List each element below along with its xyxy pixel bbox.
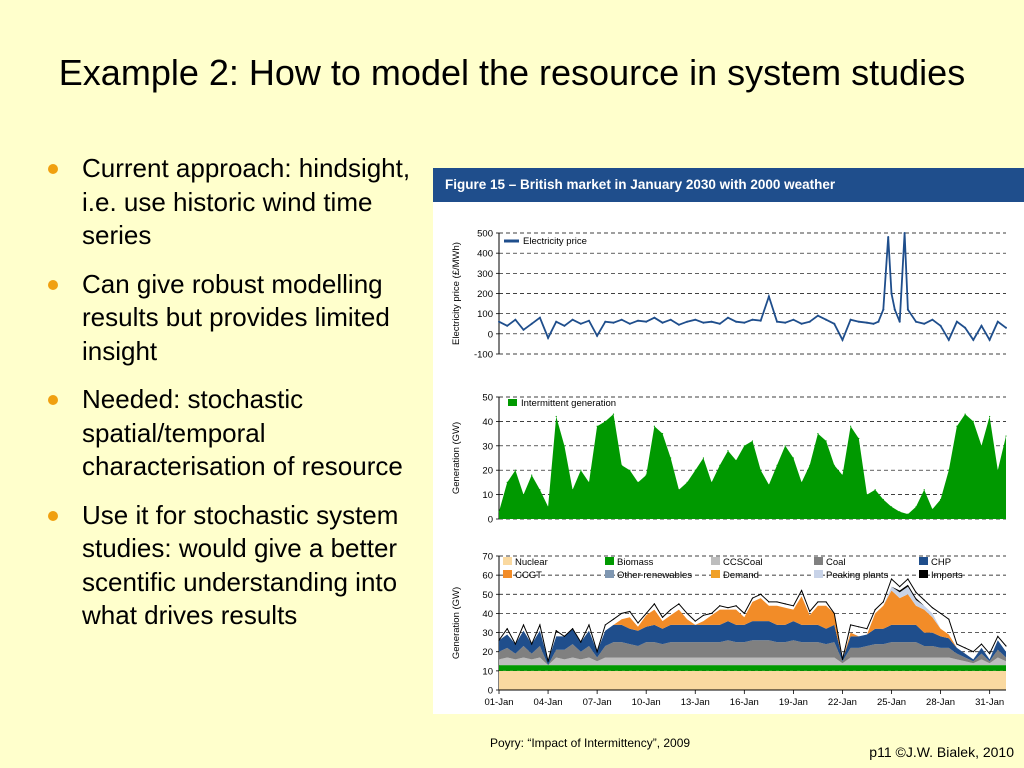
demand-point bbox=[564, 636, 565, 637]
intermittent-point bbox=[547, 506, 548, 507]
demand-point bbox=[547, 661, 548, 662]
demand-point bbox=[793, 605, 794, 606]
price-point bbox=[956, 321, 958, 323]
stack-area-biomass bbox=[499, 665, 1006, 671]
legend-label: Intermittent generation bbox=[521, 398, 617, 409]
intermittent-point bbox=[572, 489, 573, 490]
intermittent-point bbox=[948, 470, 949, 471]
demand-point bbox=[973, 651, 974, 652]
intermittent-point bbox=[866, 494, 867, 495]
y-tick-label: 10 bbox=[482, 490, 493, 502]
price-point bbox=[1005, 327, 1007, 329]
intermittent-point bbox=[776, 465, 777, 466]
intermittent-point bbox=[507, 482, 508, 483]
demand-point bbox=[760, 594, 761, 595]
price-plot bbox=[451, 229, 1007, 361]
legend-swatch bbox=[508, 399, 517, 406]
price-point bbox=[702, 322, 704, 324]
intermittent-point bbox=[670, 457, 671, 458]
legend-label: Imports bbox=[931, 570, 963, 581]
bullet-text: Current approach: hindsight, i.e. use historic wind time series bbox=[82, 153, 411, 250]
intermittent-point bbox=[515, 470, 516, 471]
x-tick-label: 22-Jan bbox=[827, 697, 857, 708]
demand-point bbox=[572, 628, 573, 629]
y-tick-label: 20 bbox=[482, 465, 493, 477]
intermittent-point bbox=[932, 509, 933, 510]
price-point bbox=[580, 323, 582, 325]
price-point bbox=[523, 329, 525, 331]
price-point bbox=[891, 293, 893, 295]
demand-point bbox=[891, 578, 892, 579]
bullet-text: Needed: stochastic spatial/temporal characterisation of resource bbox=[82, 384, 403, 481]
price-point bbox=[915, 321, 917, 323]
intermittent-point bbox=[597, 426, 598, 427]
intermittent-point bbox=[973, 421, 974, 422]
demand-point bbox=[531, 643, 532, 644]
price-point bbox=[882, 309, 884, 311]
demand-point bbox=[703, 615, 704, 616]
demand-point bbox=[776, 601, 777, 602]
intermittent-point bbox=[760, 470, 761, 471]
legend-label: Electricity price bbox=[523, 236, 587, 247]
legend-label: Coal bbox=[826, 557, 846, 568]
demand-point bbox=[662, 617, 663, 618]
legend-swatch bbox=[605, 557, 614, 565]
price-point bbox=[887, 236, 889, 238]
demand-point bbox=[744, 613, 745, 614]
price-point bbox=[972, 339, 974, 341]
y-tick-label: 40 bbox=[482, 608, 493, 620]
price-point bbox=[768, 296, 770, 298]
intermittent-point bbox=[1005, 435, 1006, 436]
demand-point bbox=[613, 619, 614, 620]
demand-point bbox=[515, 643, 516, 644]
intermittent-point bbox=[801, 482, 802, 483]
price-point bbox=[873, 323, 875, 325]
legend-swatch bbox=[711, 557, 720, 565]
price-point bbox=[792, 319, 794, 321]
x-tick-label: 16-Jan bbox=[729, 697, 759, 708]
demand-point bbox=[948, 619, 949, 620]
intermittent-point bbox=[883, 499, 884, 500]
intermittent-point bbox=[989, 416, 990, 417]
intermittent-point bbox=[646, 474, 647, 475]
bullet-dot-icon bbox=[48, 164, 58, 174]
intermittent-point bbox=[981, 445, 982, 446]
demand-point bbox=[719, 605, 720, 606]
y-tick-label: 0 bbox=[487, 514, 493, 526]
intermittent-point bbox=[695, 470, 696, 471]
price-point bbox=[637, 320, 639, 322]
demand-point bbox=[768, 601, 769, 602]
x-tick-label: 04-Jan bbox=[533, 697, 563, 708]
legend-label: CCGT bbox=[515, 570, 542, 581]
demand-point bbox=[670, 609, 671, 610]
demand-point bbox=[637, 622, 638, 623]
demand-point bbox=[539, 624, 540, 625]
slide-title: Example 2: How to model the resource in system studies bbox=[58, 52, 966, 93]
price-point bbox=[825, 319, 827, 321]
price-point bbox=[964, 327, 966, 329]
demand-point bbox=[965, 647, 966, 648]
demand-point bbox=[817, 601, 818, 602]
demand-point bbox=[981, 643, 982, 644]
y-tick-label: 0 bbox=[487, 685, 493, 697]
demand-point bbox=[940, 613, 941, 614]
intermittent-point bbox=[556, 416, 557, 417]
price-point bbox=[539, 317, 541, 319]
intermittent-point bbox=[588, 482, 589, 483]
x-tick-label: 28-Jan bbox=[926, 697, 956, 708]
demand-point bbox=[899, 586, 900, 587]
price-point bbox=[784, 322, 786, 324]
price-point bbox=[514, 319, 516, 321]
demand-point bbox=[834, 613, 835, 614]
intermittent-point bbox=[842, 474, 843, 475]
intermittent-area bbox=[499, 414, 1006, 519]
intermittent-point bbox=[654, 426, 655, 427]
intermittent-point bbox=[711, 482, 712, 483]
intermittent-point bbox=[809, 465, 810, 466]
y-tick-label: 50 bbox=[482, 392, 493, 404]
intermittent-point bbox=[891, 506, 892, 507]
intermittent-point bbox=[678, 489, 679, 490]
demand-point bbox=[678, 603, 679, 604]
demand-point bbox=[523, 624, 524, 625]
price-point bbox=[923, 323, 925, 325]
demand-point bbox=[785, 603, 786, 604]
intermittent-point bbox=[727, 450, 728, 451]
price-point bbox=[596, 335, 598, 337]
price-point bbox=[809, 321, 811, 323]
price-point bbox=[752, 319, 754, 321]
intermittent-point bbox=[662, 433, 663, 434]
demand-point bbox=[498, 640, 499, 641]
bullet-item bbox=[40, 268, 422, 369]
price-point bbox=[743, 322, 745, 324]
bullet-item bbox=[40, 499, 422, 633]
price-point bbox=[727, 317, 729, 319]
legend-label: Demand bbox=[723, 570, 759, 581]
price-point bbox=[563, 325, 565, 327]
intermittent-point bbox=[965, 413, 966, 414]
price-point bbox=[670, 319, 672, 321]
x-tick-label: 07-Jan bbox=[582, 697, 612, 708]
demand-point bbox=[915, 592, 916, 593]
y-tick-label: 400 bbox=[477, 248, 493, 260]
intermittent-point bbox=[940, 499, 941, 500]
legend-label: Nuclear bbox=[515, 557, 548, 568]
demand-point bbox=[588, 624, 589, 625]
y-tick-label: 40 bbox=[482, 416, 493, 428]
demand-point bbox=[956, 643, 957, 644]
intermittent-point bbox=[744, 445, 745, 446]
stack-area-ccscoal bbox=[499, 658, 1006, 666]
demand-point bbox=[907, 578, 908, 579]
price-point bbox=[678, 324, 680, 326]
legend-label: CHP bbox=[931, 557, 952, 568]
price-point bbox=[980, 325, 982, 327]
demand-point bbox=[621, 613, 622, 614]
price-point bbox=[645, 321, 647, 323]
intermittent-point bbox=[523, 494, 524, 495]
legend-swatch bbox=[503, 557, 512, 565]
y-tick-label: 10 bbox=[482, 666, 493, 678]
intermittent-point bbox=[621, 465, 622, 466]
price-point bbox=[877, 321, 879, 323]
price-point bbox=[711, 321, 713, 323]
price-point bbox=[604, 321, 606, 323]
source-note: Poyry: “Impact of Intermittency”, 2009 bbox=[490, 736, 691, 750]
price-point bbox=[653, 317, 655, 319]
demand-point bbox=[801, 590, 802, 591]
bullet-item bbox=[40, 383, 422, 484]
price-point bbox=[907, 309, 909, 311]
demand-point bbox=[556, 630, 557, 631]
intermittent-point bbox=[793, 457, 794, 458]
price-point bbox=[588, 320, 590, 322]
demand-point bbox=[875, 609, 876, 610]
price-point bbox=[531, 323, 533, 325]
intermittent-point bbox=[564, 445, 565, 446]
y-tick-label: 50 bbox=[482, 589, 493, 601]
intermittent-point bbox=[907, 514, 908, 515]
intermittent-point bbox=[752, 440, 753, 441]
intermittent-point bbox=[875, 489, 876, 490]
price-point bbox=[858, 321, 860, 323]
price-point bbox=[940, 325, 942, 327]
intermittent-point bbox=[899, 511, 900, 512]
generation-stack-plot bbox=[451, 552, 1007, 709]
figure-charts bbox=[433, 202, 1024, 714]
demand-point bbox=[597, 651, 598, 652]
intermittent-point bbox=[956, 426, 957, 427]
intermittent-point bbox=[605, 421, 606, 422]
price-point bbox=[719, 323, 721, 325]
intermittent-point bbox=[915, 506, 916, 507]
legend-swatch bbox=[814, 570, 823, 578]
x-tick-label: 25-Jan bbox=[876, 697, 907, 708]
price-point bbox=[498, 321, 500, 323]
legend-swatch bbox=[919, 570, 928, 578]
y-tick-label: 300 bbox=[477, 268, 493, 280]
price-point bbox=[612, 322, 614, 324]
price-point bbox=[833, 323, 835, 325]
y-tick-label: 100 bbox=[477, 309, 493, 321]
price-point bbox=[776, 321, 778, 323]
price-point bbox=[760, 320, 762, 322]
legend-label: CCSCoal bbox=[723, 557, 763, 568]
price-point bbox=[841, 339, 843, 341]
intermittent-point bbox=[768, 484, 769, 485]
intermittent-plot bbox=[451, 393, 1007, 526]
demand-point bbox=[580, 642, 581, 643]
price-point bbox=[948, 339, 950, 341]
intermittent-point bbox=[580, 470, 581, 471]
page-footer: p11 ©J.W. Bialek, 2010 bbox=[869, 744, 1014, 760]
y-axis-label: Electricity price (£/MWh) bbox=[451, 242, 462, 345]
price-point bbox=[506, 325, 508, 327]
price-point bbox=[817, 315, 819, 317]
x-tick-label: 13-Jan bbox=[680, 697, 710, 708]
bullet-text: Can give robust modelling results but provides limited insight bbox=[82, 268, 390, 366]
bullet-text: Use it for stochastic system studies: would give a better scentific understanding into what drives results bbox=[82, 499, 399, 630]
y-tick-label: -100 bbox=[473, 349, 493, 361]
price-point bbox=[547, 337, 549, 339]
bullet-dot-icon bbox=[48, 280, 58, 290]
price-point bbox=[801, 323, 803, 325]
y-tick-label: 30 bbox=[482, 628, 493, 640]
price-point bbox=[572, 319, 574, 321]
price-point bbox=[850, 319, 852, 321]
demand-point bbox=[686, 613, 687, 614]
intermittent-point bbox=[825, 440, 826, 441]
stack-area-nuclear bbox=[499, 671, 1006, 690]
y-tick-label: 30 bbox=[482, 441, 493, 453]
y-tick-label: 500 bbox=[477, 228, 493, 240]
y-axis-label: Generation (GW) bbox=[451, 421, 462, 495]
demand-point bbox=[842, 659, 843, 660]
demand-point bbox=[695, 620, 696, 621]
intermittent-point bbox=[850, 426, 851, 427]
legend-swatch bbox=[711, 570, 720, 578]
x-tick-label: 19-Jan bbox=[778, 697, 808, 708]
demand-point bbox=[932, 607, 933, 608]
x-tick-label: 31-Jan bbox=[975, 697, 1005, 708]
legend-label: Peaking plants bbox=[826, 570, 889, 581]
demand-point bbox=[736, 605, 737, 606]
intermittent-point bbox=[539, 489, 540, 490]
bullet-dot-icon bbox=[48, 395, 58, 405]
x-tick-label: 01-Jan bbox=[484, 697, 514, 708]
price-point bbox=[662, 322, 664, 324]
price-point bbox=[555, 321, 557, 323]
intermittent-point bbox=[858, 438, 859, 439]
price-point bbox=[931, 319, 933, 321]
demand-point bbox=[727, 607, 728, 608]
bullet-dot-icon bbox=[48, 511, 58, 521]
legend-label: Other renewables bbox=[617, 570, 692, 581]
demand-point bbox=[866, 628, 867, 629]
price-point bbox=[629, 323, 631, 325]
demand-point bbox=[858, 626, 859, 627]
demand-point bbox=[654, 603, 655, 604]
demand-point bbox=[997, 636, 998, 637]
intermittent-point bbox=[834, 465, 835, 466]
y-tick-label: 70 bbox=[482, 551, 493, 563]
intermittent-point bbox=[785, 445, 786, 446]
demand-point bbox=[989, 653, 990, 654]
price-point bbox=[904, 232, 906, 234]
y-tick-label: 60 bbox=[482, 570, 493, 582]
demand-point bbox=[825, 601, 826, 602]
legend-swatch bbox=[814, 557, 823, 565]
demand-point bbox=[883, 601, 884, 602]
price-point bbox=[621, 319, 623, 321]
y-tick-label: 20 bbox=[482, 647, 493, 659]
demand-point bbox=[507, 628, 508, 629]
intermittent-point bbox=[997, 470, 998, 471]
y-axis-label: Generation (GW) bbox=[451, 586, 462, 660]
bullet-item bbox=[40, 152, 422, 253]
figure-header: Figure 15 – British market in January 2030 with 2000 weather bbox=[433, 168, 1024, 202]
intermittent-point bbox=[686, 482, 687, 483]
intermittent-point bbox=[637, 482, 638, 483]
price-point bbox=[899, 321, 901, 323]
legend-swatch bbox=[503, 570, 512, 578]
legend-swatch bbox=[919, 557, 928, 565]
price-point bbox=[694, 319, 696, 321]
demand-point bbox=[605, 624, 606, 625]
intermittent-point bbox=[817, 433, 818, 434]
y-tick-label: 200 bbox=[477, 289, 493, 300]
intermittent-point bbox=[629, 470, 630, 471]
intermittent-point bbox=[531, 474, 532, 475]
legend-label: Biomass bbox=[617, 557, 654, 568]
price-line bbox=[499, 233, 1006, 340]
demand-point bbox=[924, 599, 925, 600]
demand-point bbox=[646, 613, 647, 614]
price-point bbox=[997, 321, 999, 323]
figure-panel bbox=[433, 168, 1024, 714]
intermittent-point bbox=[719, 465, 720, 466]
demand-point bbox=[850, 624, 851, 625]
demand-point bbox=[752, 598, 753, 599]
intermittent-point bbox=[613, 413, 614, 414]
intermittent-point bbox=[498, 511, 499, 512]
demand-point bbox=[809, 611, 810, 612]
x-tick-label: 10-Jan bbox=[631, 697, 661, 708]
price-point bbox=[735, 321, 737, 323]
price-point bbox=[866, 322, 868, 324]
legend-swatch bbox=[605, 570, 614, 578]
demand-point bbox=[711, 613, 712, 614]
y-tick-label: 0 bbox=[487, 329, 493, 341]
price-point bbox=[686, 321, 688, 323]
demand-point bbox=[629, 611, 630, 612]
price-point bbox=[894, 309, 896, 311]
intermittent-point bbox=[703, 457, 704, 458]
demand-point bbox=[1005, 645, 1006, 646]
intermittent-point bbox=[924, 489, 925, 490]
bullet-list bbox=[40, 152, 422, 648]
intermittent-point bbox=[736, 460, 737, 461]
price-point bbox=[989, 339, 991, 341]
